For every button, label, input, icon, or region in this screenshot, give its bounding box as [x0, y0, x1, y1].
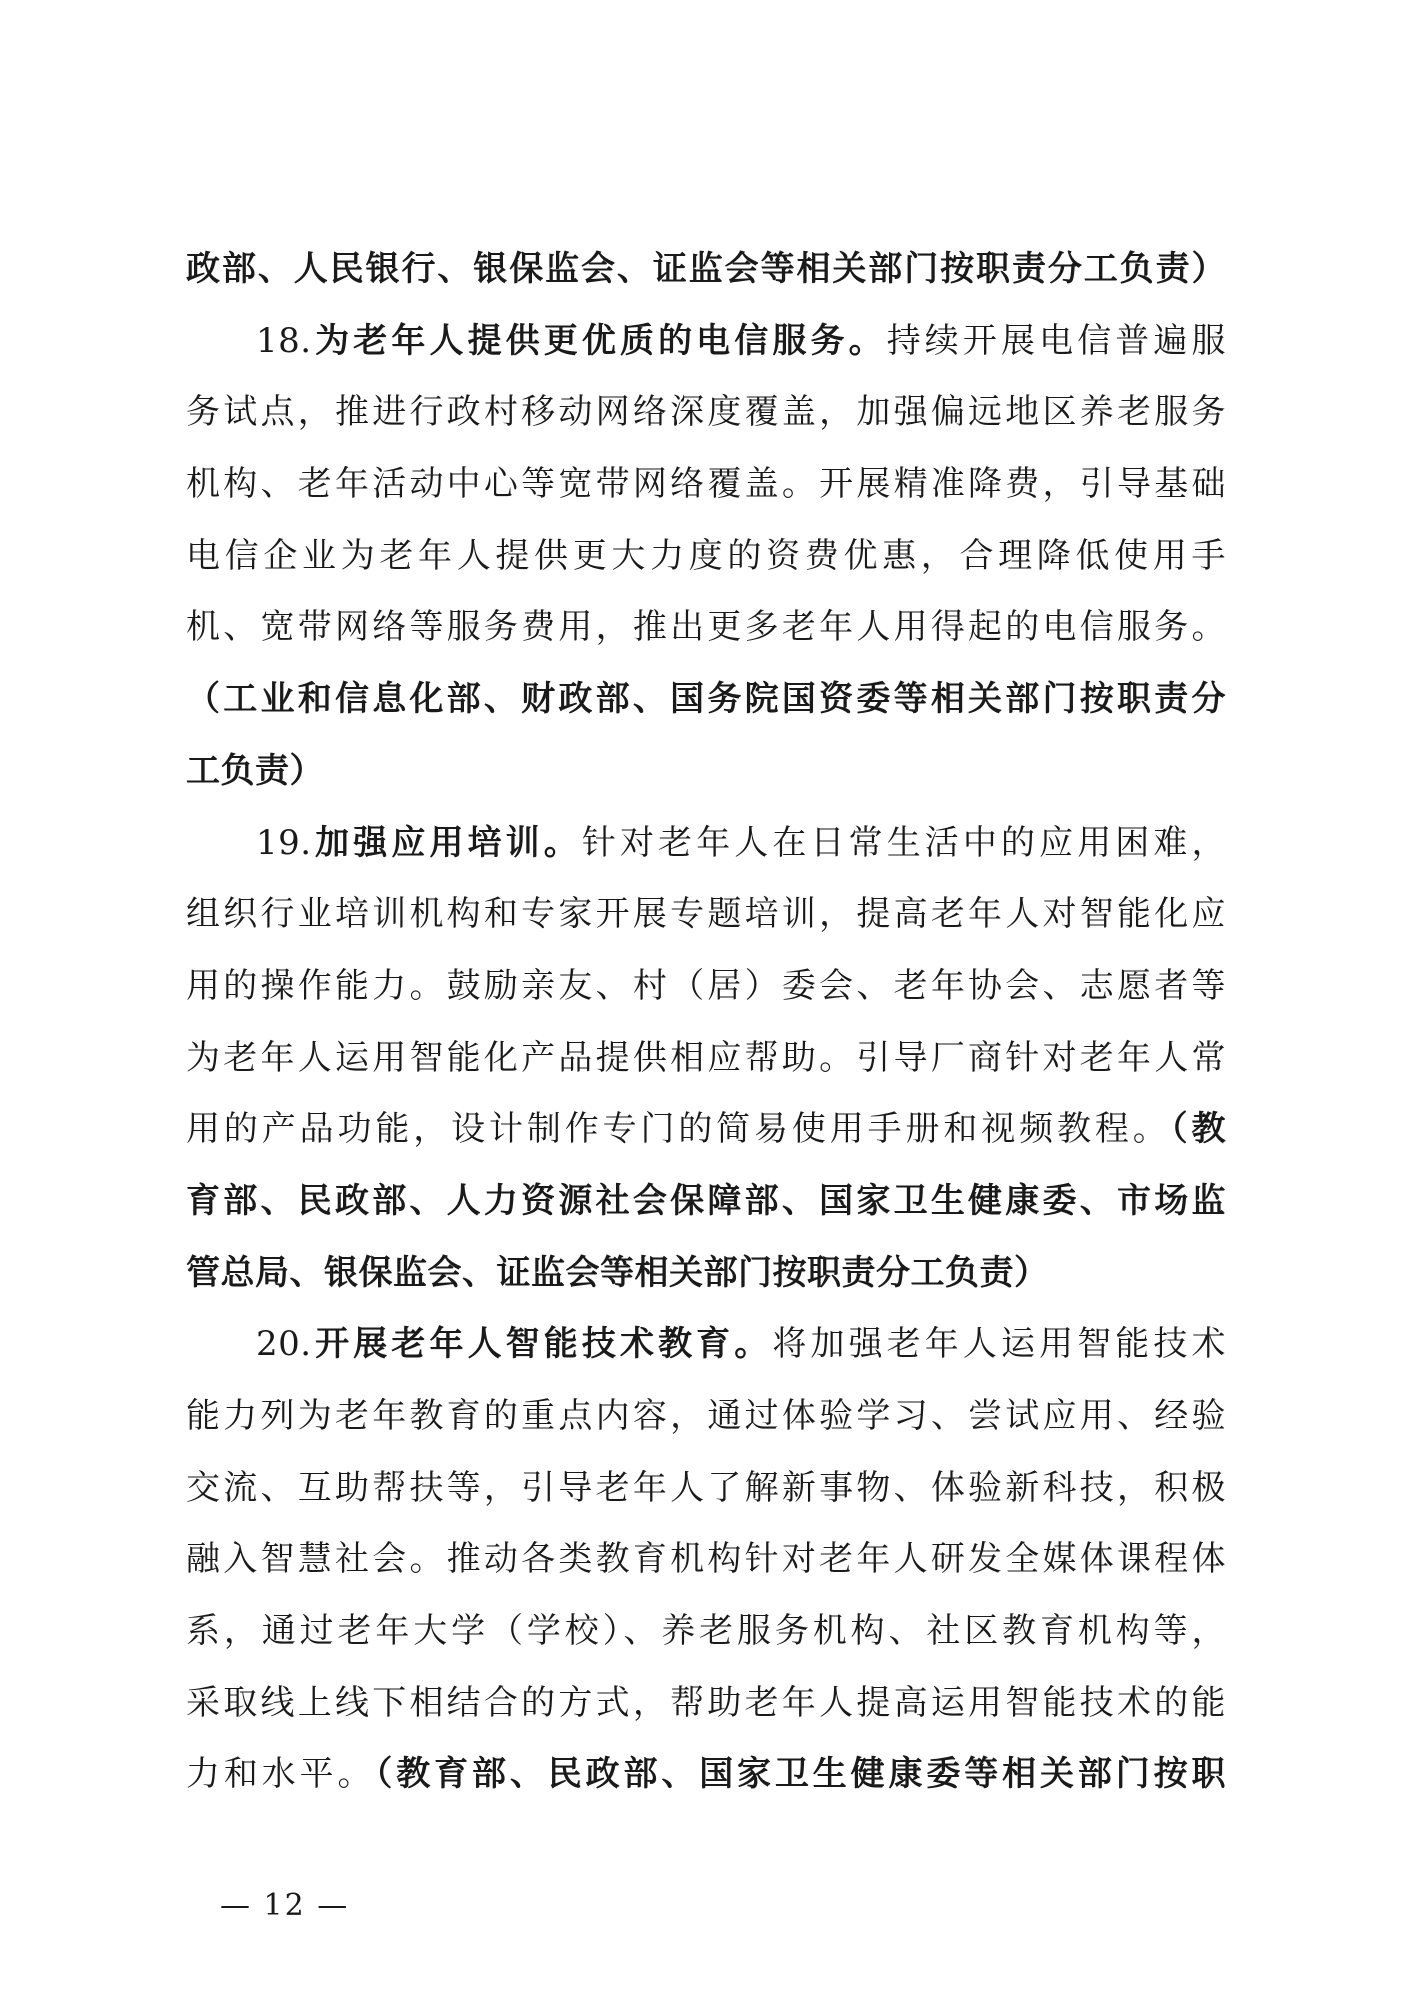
bold-text-run: 开展老年人智能技术教育。 [311, 1324, 773, 1365]
text-line [186, 879, 1226, 951]
text-run: 力和水平。 [186, 1754, 376, 1795]
text-line [186, 1238, 1226, 1310]
bold-text-run: 政部、人民银行、银保监会、证监会等相关部门按职责分工负责） [186, 249, 1226, 289]
text-line [186, 664, 1226, 736]
text-run: 20. [256, 1324, 312, 1365]
bold-text-run: （教育部、民政部、国家卫生健康委等相关部门按职 [375, 1754, 1227, 1795]
text-line [186, 1668, 1226, 1740]
text-run: 电信企业为老年人提供更大力度的资费优惠，合理降低使用手 [186, 535, 1226, 576]
text-run: 系，通过老年大学（学校）、养老服务机构、社区教育机构等， [186, 1611, 1226, 1652]
page-number: — 12 — [220, 1888, 350, 1923]
text-line [186, 1023, 1226, 1095]
text-run: 机、宽带网络等服务费用，推出更多老年人用得起的电信服务。 [186, 607, 1226, 648]
bold-text-run: （工业和信息化部、财政部、国务院国资委等相关部门按职责分 [186, 679, 1226, 720]
text-run: 为老年人运用智能化产品提供相应帮助。引导厂商针对老年人常 [186, 1037, 1226, 1078]
text-line [186, 521, 1226, 593]
text-run: 交流、互助帮扶等，引导老年人了解新事物、体验新科技，积极 [186, 1467, 1226, 1508]
text-line [186, 808, 1226, 880]
text-run: 融入智慧社会。推动各类教育机构针对老年人研发全媒体课程体 [186, 1539, 1226, 1580]
text-run: 机构、老年活动中心等宽带网络覆盖。开展精准降费，引导基础 [186, 464, 1226, 505]
text-line [186, 736, 1226, 808]
text-line [186, 1166, 1226, 1238]
text-run: 19. [256, 822, 312, 863]
text-run: 能力列为老年教育的重点内容，通过体验学习、尝试应用、经验 [186, 1396, 1226, 1436]
text-run: 组织行业培训机构和专家开展专题培训，提高老年人对智能化应 [186, 894, 1226, 935]
text-run: 针对老年人在日常生活中的应用困难， [581, 822, 1227, 863]
text-line [186, 1381, 1226, 1453]
text-line [186, 306, 1226, 378]
text-line [186, 377, 1226, 449]
text-run: 用的产品功能，设计制作专门的简易使用手册和视频教程。 [186, 1109, 1171, 1150]
text-run: 将加强老年人运用智能技术 [772, 1324, 1226, 1365]
bold-text-run: 加强应用培训。 [311, 822, 582, 863]
text-run: 务试点，推进行政村移动网络深度覆盖，加强偏远地区养老服务 [186, 392, 1226, 433]
text-run: 用的操作能力。鼓励亲友、村（居）委会、老年协会、志愿者等 [186, 965, 1226, 1006]
bold-text-run: 工负责） [186, 750, 324, 791]
text-line [186, 592, 1226, 664]
bold-text-run: （教 [1170, 1109, 1227, 1150]
text-line [186, 1309, 1226, 1381]
text-line [186, 1739, 1226, 1811]
text-line [186, 234, 1226, 306]
text-line [186, 449, 1226, 521]
document-body [186, 234, 1226, 1811]
bold-text-run: 为老年人提供更优质的电信服务。 [311, 320, 887, 361]
text-line [186, 951, 1226, 1023]
text-run: 采取线上线下相结合的方式，帮助老年人提高运用智能技术的能 [186, 1682, 1226, 1723]
text-run: 18. [256, 320, 312, 361]
bold-text-run: 育部、民政部、人力资源社会保障部、国家卫生健康委、市场监 [186, 1180, 1226, 1221]
text-line [186, 1094, 1226, 1166]
bold-text-run: 管总局、银保监会、证监会等相关部门按职责分工负责） [186, 1252, 1049, 1293]
text-line [186, 1524, 1226, 1596]
text-line [186, 1453, 1226, 1525]
text-line [186, 1596, 1226, 1668]
text-run: 持续开展电信普遍服 [886, 320, 1227, 361]
